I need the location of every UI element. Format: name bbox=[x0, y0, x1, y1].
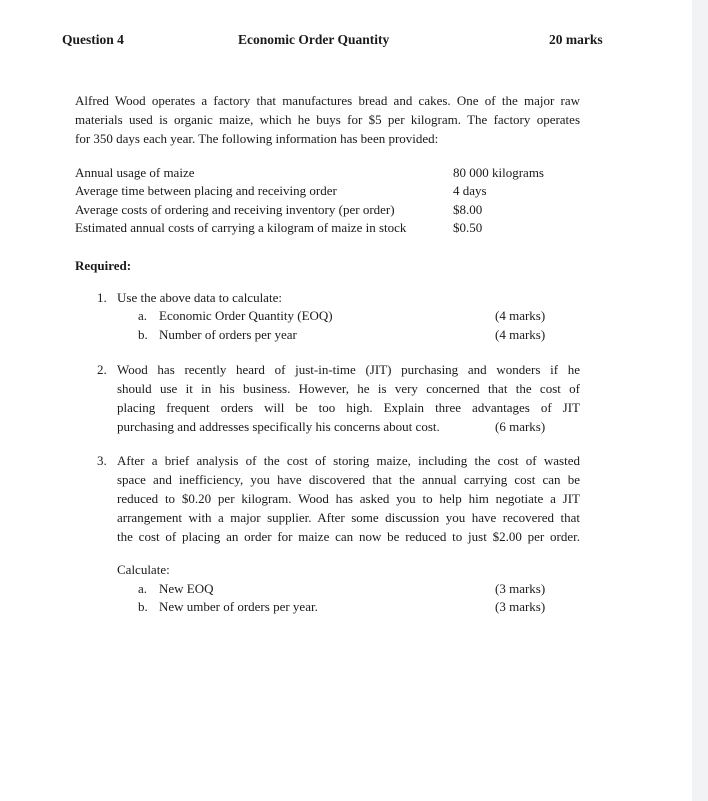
q3-number: 3. bbox=[97, 453, 107, 468]
q1-item-marks: (4 marks) bbox=[495, 308, 546, 323]
q1-text: Use the above data to calculate: bbox=[117, 290, 282, 305]
q2-line: placing frequent orders will be too high. Explain three advantages of JIT bbox=[117, 400, 580, 415]
info-value: $8.00 bbox=[453, 202, 483, 217]
q3-line: reduced to $0.20 per kilogram. Wood has asked you to help him negotiate a JIT bbox=[117, 491, 580, 506]
info-label: Average costs of ordering and receiving inventory (per order) bbox=[75, 202, 395, 217]
q3-line: space and inefficiency, you have discovered that the annual carrying cost can be bbox=[117, 472, 580, 487]
q1-item-letter: a. bbox=[138, 308, 148, 323]
question-marks: 20 marks bbox=[549, 32, 603, 47]
q1-item-text: Number of orders per year bbox=[159, 327, 297, 342]
intro-line: materials used is organic maize, which he buys for $5 per kilogram. The factory operates bbox=[75, 112, 580, 127]
info-label: Average time between placing and receiving order bbox=[75, 183, 337, 198]
q3-item-marks: (3 marks) bbox=[495, 581, 546, 596]
q3-item-marks: (3 marks) bbox=[495, 599, 546, 614]
q1-number: 1. bbox=[97, 290, 107, 305]
q3-item-letter: a. bbox=[138, 581, 148, 596]
q2-line: should use it in his business. However, he is very concerned that the cost of bbox=[117, 381, 580, 396]
q3-calculate: Calculate: bbox=[117, 562, 170, 577]
q1-item-marks: (4 marks) bbox=[495, 327, 546, 342]
question-title: Economic Order Quantity bbox=[238, 32, 390, 47]
question-number: Question 4 bbox=[62, 32, 124, 47]
q3-item-text: New EOQ bbox=[159, 581, 214, 596]
intro-line: Alfred Wood operates a factory that manufactures bread and cakes. One of the major raw bbox=[75, 93, 580, 108]
info-value: $0.50 bbox=[453, 220, 483, 235]
q2-line: purchasing and addresses specifically his concerns about cost. bbox=[117, 419, 440, 434]
info-value: 80 000 kilograms bbox=[453, 165, 544, 180]
intro-line: for 350 days each year. The following information has been provided: bbox=[75, 131, 439, 146]
q1-item-letter: b. bbox=[138, 327, 148, 342]
q1-item-text: Economic Order Quantity (EOQ) bbox=[159, 308, 333, 323]
q3-line: arrangement with a major supplier. After some discussion you have recovered that bbox=[117, 510, 580, 525]
q3-paragraph bbox=[117, 451, 580, 546]
info-value: 4 days bbox=[453, 183, 487, 198]
info-label: Estimated annual costs of carrying a kilogram of maize in stock bbox=[75, 220, 407, 235]
q2-line: Wood has recently heard of just-in-time (JIT) purchasing and wonders if he bbox=[117, 362, 580, 377]
viewer-side-strip bbox=[692, 0, 708, 801]
q3-item-text: New umber of orders per year. bbox=[159, 599, 318, 614]
q2-marks: (6 marks) bbox=[495, 419, 546, 434]
q2-number: 2. bbox=[97, 362, 107, 377]
info-label: Annual usage of maize bbox=[75, 165, 195, 180]
q3-line: After a brief analysis of the cost of storing maize, including the cost of wasted bbox=[117, 453, 580, 468]
q3-line: the cost of placing an order for maize can now be reduced to just $2.00 per order. bbox=[117, 529, 580, 544]
required-heading: Required: bbox=[75, 258, 132, 273]
intro-paragraph bbox=[75, 91, 580, 148]
q3-item-letter: b. bbox=[138, 599, 148, 614]
